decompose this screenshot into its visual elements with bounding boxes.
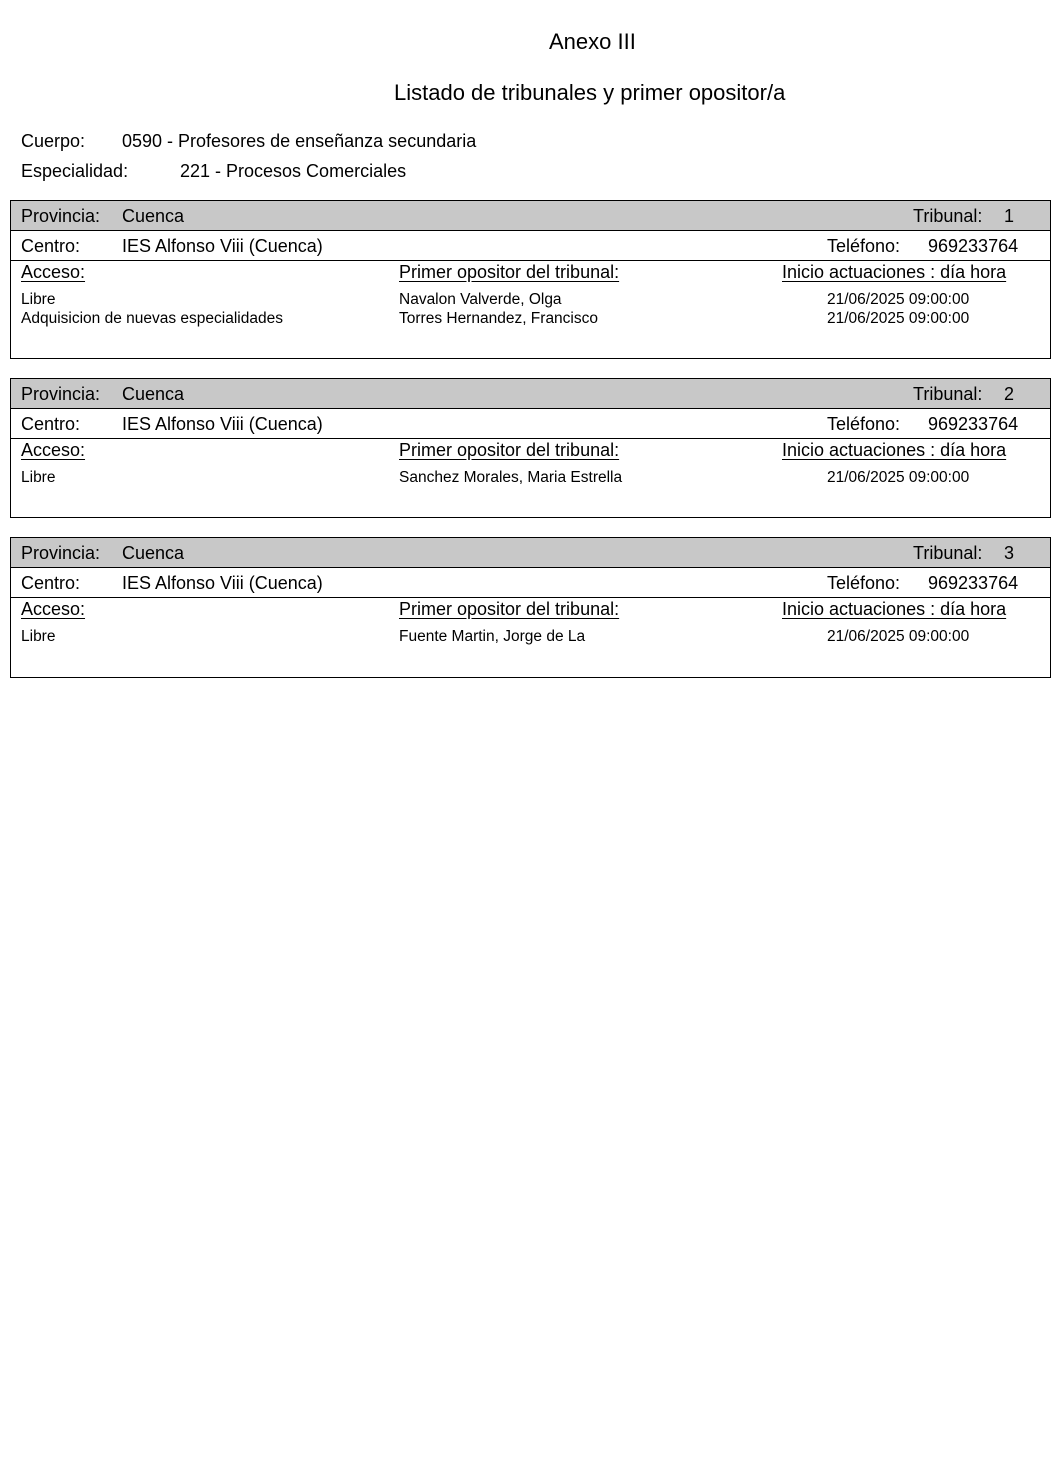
centro-value: IES Alfonso Viii (Cuenca)	[122, 414, 323, 434]
telefono-value: 969233764	[928, 236, 1019, 256]
list-item	[11, 467, 1050, 486]
provincia-label: Provincia:	[21, 206, 101, 226]
acceso-header: Acceso:	[21, 599, 86, 619]
column-headers	[11, 261, 1050, 289]
tribunal-label: Tribunal:	[913, 384, 983, 404]
acceso-header: Acceso:	[21, 440, 86, 460]
tribunal-label: Tribunal:	[913, 543, 983, 563]
acceso-value: Libre	[21, 291, 56, 308]
inicio-header: Inicio actuaciones : día hora	[782, 440, 1007, 460]
primer-opositor-header: Primer opositor del tribunal:	[399, 599, 620, 619]
acceso-value: Adquisicion de nuevas especialidades	[21, 310, 283, 327]
tribunal-number: 2	[1004, 384, 1015, 404]
primer-opositor-header: Primer opositor del tribunal:	[399, 262, 620, 282]
column-headers	[11, 439, 1050, 467]
inicio-value: 21/06/2025 09:00:00	[827, 310, 970, 327]
list-item	[11, 308, 1050, 327]
cuerpo-value: 0590 - Profesores de enseñanza secundaria	[122, 131, 477, 151]
especialidad-value: 221 - Procesos Comerciales	[180, 161, 407, 181]
acceso-value: Libre	[21, 469, 56, 486]
acceso-header: Acceso:	[21, 262, 86, 282]
inicio-header: Inicio actuaciones : día hora	[782, 262, 1007, 282]
provincia-value: Cuenca	[122, 384, 185, 404]
especialidad-label: Especialidad:	[21, 161, 129, 181]
cuerpo-label: Cuerpo:	[21, 131, 86, 151]
telefono-label: Teléfono:	[827, 236, 901, 256]
primer-opositor-header: Primer opositor del tribunal:	[399, 440, 620, 460]
centro-value: IES Alfonso Viii (Cuenca)	[122, 573, 323, 593]
telefono-value: 969233764	[928, 573, 1019, 593]
document-subtitle: Listado de tribunales y primer opositor/a	[394, 80, 786, 105]
list-item	[11, 289, 1050, 308]
opositor-value: Torres Hernandez, Francisco	[399, 310, 598, 327]
centro-row	[11, 231, 1050, 261]
telefono-label: Teléfono:	[827, 573, 901, 593]
provincia-value: Cuenca	[122, 206, 185, 226]
tribunal-body	[11, 261, 1050, 327]
provincia-label: Provincia:	[21, 543, 101, 563]
tribunal-body	[11, 439, 1050, 486]
provincia-row	[11, 538, 1050, 568]
opositor-value: Navalon Valverde, Olga	[399, 291, 562, 308]
tribunal-block	[10, 537, 1051, 678]
centro-label: Centro:	[21, 573, 81, 593]
centro-value: IES Alfonso Viii (Cuenca)	[122, 236, 323, 256]
acceso-value: Libre	[21, 628, 56, 645]
centro-row	[11, 409, 1050, 439]
telefono-value: 969233764	[928, 414, 1019, 434]
tribunal-number: 3	[1004, 543, 1015, 563]
centro-label: Centro:	[21, 414, 81, 434]
tribunal-label: Tribunal:	[913, 206, 983, 226]
opositor-value: Sanchez Morales, Maria Estrella	[399, 469, 623, 486]
tribunal-block	[10, 200, 1051, 359]
inicio-value: 21/06/2025 09:00:00	[827, 628, 970, 645]
provincia-value: Cuenca	[122, 543, 185, 563]
opositor-value: Fuente Martin, Jorge de La	[399, 628, 586, 645]
provincia-row	[11, 379, 1050, 409]
column-headers	[11, 598, 1050, 626]
document-title: Anexo III	[549, 29, 636, 54]
list-item	[11, 626, 1050, 645]
inicio-header: Inicio actuaciones : día hora	[782, 599, 1007, 619]
inicio-value: 21/06/2025 09:00:00	[827, 469, 970, 486]
provincia-row	[11, 201, 1050, 231]
centro-row	[11, 568, 1050, 598]
tribunal-body	[11, 598, 1050, 645]
centro-label: Centro:	[21, 236, 81, 256]
tribunal-number: 1	[1004, 206, 1015, 226]
telefono-label: Teléfono:	[827, 414, 901, 434]
inicio-value: 21/06/2025 09:00:00	[827, 291, 970, 308]
tribunal-block	[10, 378, 1051, 518]
provincia-label: Provincia:	[21, 384, 101, 404]
